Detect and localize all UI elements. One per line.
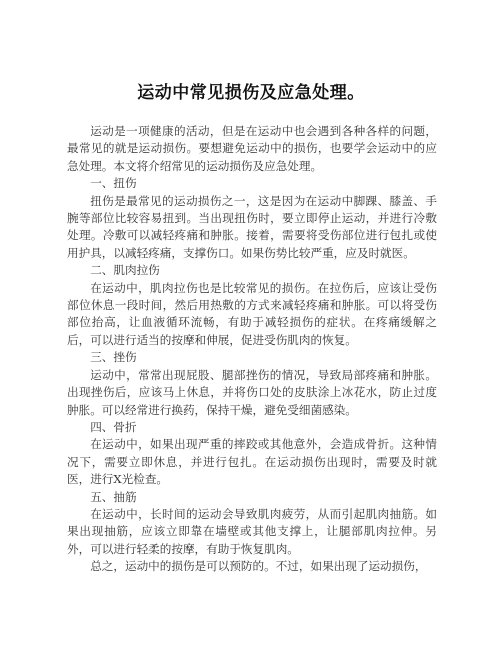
document-title: 运动中常见损伤及应急处理。 xyxy=(137,83,365,103)
document-body xyxy=(67,123,437,576)
paragraph-muscle-strain: 在运动中，肌肉拉伤也是比较常见的损伤。在拉伤后，应该让受伤部位休息一段时间，然后用热敷的方式来减轻疼痛和肿胀。可以将受伤部位抬高，让血液循环流畅，有助于减轻损伤的症状。在疼痛缓解之后，可以进行适当的按摩和伸展，促进受伤肌肉的恢复。 xyxy=(67,280,437,347)
section-heading-contusion: 三、挫伤 xyxy=(90,350,137,365)
section-heading-fracture: 四、骨折 xyxy=(90,419,137,434)
paragraph-sprain: 扭伤是最常见的运动损伤之一，这是因为在运动中脚踝、膝盖、手腕等部位比较容易扭到。当出现扭伤时，要立即停止运动，并进行冷敷处理。冷敷可以减轻疼痛和肿胀。接着，需要将受伤部位进行包扎或使用护具，以减轻疼痛，支撑伤口。如果伤势比较严重，应及时就医。 xyxy=(67,193,437,260)
paragraph-intro: 运动是一项健康的活动，但是在运动中也会遇到各种各样的问题，最常见的就是运动损伤。要想避免运动中的损伤，也要学会运动中的应急处理。本文将介绍常见的运动损伤及应急处理。 xyxy=(67,124,437,173)
paragraph-contusion: 运动中，常常出现屁股、腿部挫伤的情况，导致局部疼痛和肿胀。出现挫伤后，应该马上休息，并将伤口处的皮肤涂上冰花水，防止过度肿胀。可以经常进行换药，保持干燥，避免受细菌感染。 xyxy=(67,367,437,417)
section-heading-sprain: 一、扭伤 xyxy=(90,176,137,191)
paragraph-cramp: 在运动中，长时间的运动会导致肌肉疲劳，从而引起肌肉抽筋。如果出现抽筋，应该立即靠在墙壁或其他支撑上，让腿部肌肉拉伸。另外，可以进行轻柔的按摩，有助于恢复肌肉。 xyxy=(67,506,437,556)
paragraph-conclusion: 总之，运动中的损伤是可以预防的。不过，如果出现了运动损伤， xyxy=(90,559,427,574)
section-heading-cramp: 五、抽筋 xyxy=(90,489,137,504)
section-heading-muscle-strain: 二、肌肉拉伤 xyxy=(90,263,160,278)
paragraph-fracture: 在运动中，如果出现严重的摔跤或其他意外，会造成骨折。这种情况下，需要立即休息，并进行包扎。在运动损伤出现时，需要及时就医，进行X光检查。 xyxy=(67,437,437,487)
